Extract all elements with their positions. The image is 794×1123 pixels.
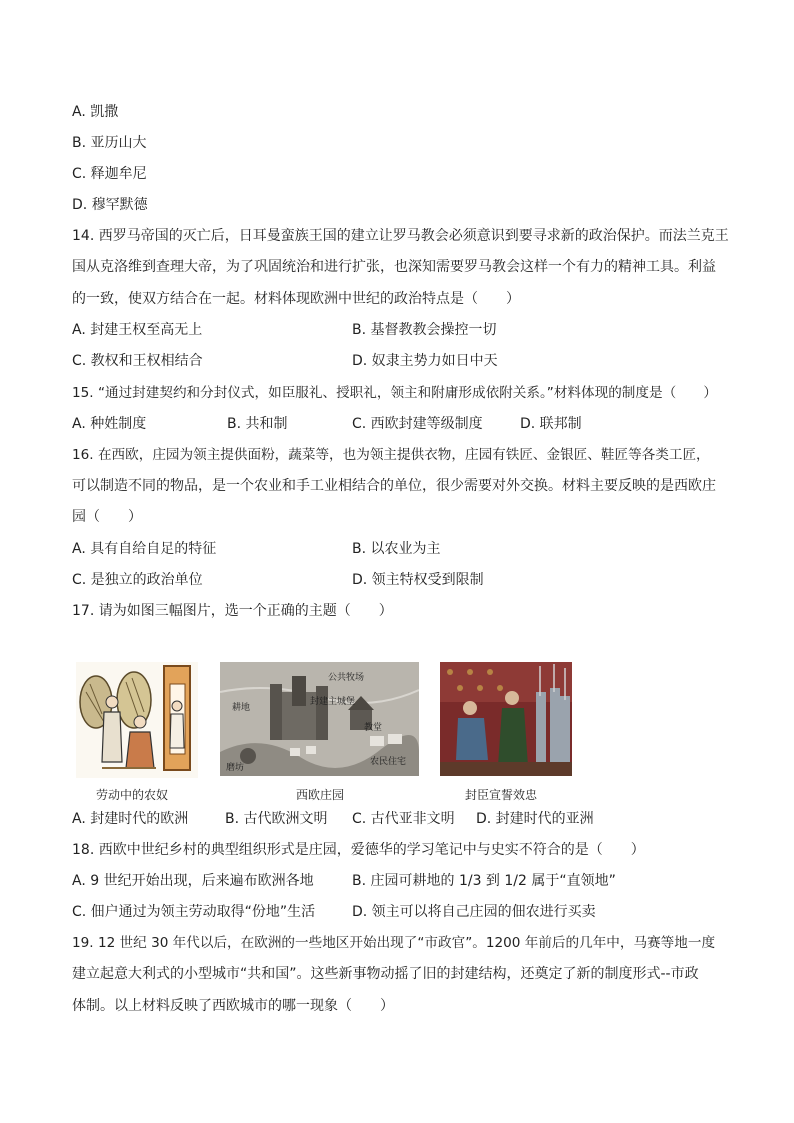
- q16-stem-line-2: 可以制造不同的物品，是一个农业和手工业相结合的单位，很少需要对外交换。材料主要反映的是西欧庄: [72, 478, 716, 494]
- q16-option-c[interactable]: C. 是独立的政治单位: [72, 572, 203, 588]
- q14-option-b[interactable]: B. 基督教教会操控一切: [352, 322, 497, 338]
- q18-option-b[interactable]: B. 庄园可耕地的 1/3 到 1/2 属于“直领地”: [352, 873, 616, 889]
- western-europe-manor-map: [220, 662, 419, 776]
- map-label-public-pasture: 公共牧场: [328, 673, 365, 683]
- q15-option-d[interactable]: D. 联邦制: [520, 416, 582, 432]
- q18-option-c[interactable]: C. 佃户通过为领主劳动取得“份地”生活: [72, 904, 316, 920]
- q18-option-d[interactable]: D. 领主可以将自己庄园的佃农进行买卖: [352, 904, 596, 920]
- q14-stem-line-2: 国从克洛维到查理大帝，为了巩固统治和进行扩张，也深知需要罗马教会这样一个有力的精神工具。利益: [72, 259, 716, 275]
- q19-stem-line-1: 19. 12 世纪 30 年代以后，在欧洲的一些地区开始出现了“市政官”。1200 年前后的几年中，马赛等地一度: [72, 935, 716, 951]
- q17-option-c[interactable]: C. 古代亚非文明: [352, 811, 455, 827]
- q17-option-a[interactable]: A. 封建时代的欧洲: [72, 811, 189, 827]
- caption-manor: 西欧庄园: [296, 788, 345, 802]
- q16-option-d[interactable]: D. 领主特权受到限制: [352, 572, 484, 588]
- q13-option-a[interactable]: A. 凯撒: [72, 104, 119, 120]
- map-label-farmland: 耕地: [232, 703, 251, 713]
- q13-option-d[interactable]: D. 穆罕默德: [72, 197, 148, 213]
- q17-option-b[interactable]: B. 古代欧洲文明: [225, 811, 328, 827]
- q17-stem: 17. 请为如图三幅图片，选一个正确的主题（ ）: [72, 603, 393, 619]
- q14-option-d[interactable]: D. 奴隶主势力如日中天: [352, 353, 498, 369]
- q16-stem-line-3: 园（ ）: [72, 509, 142, 525]
- q16-stem-line-1: 16. 在西欧，庄园为领主提供面粉，蔬菜等，也为领主提供衣物，庄园有铁匠、金银匠、鞋匠等各类工匠，: [72, 447, 710, 463]
- map-label-castle: 封建主城堡: [310, 697, 356, 707]
- q16-option-b[interactable]: B. 以农业为主: [352, 541, 441, 557]
- q14-stem-line-1: 14. 西罗马帝国的灭亡后，日耳曼蛮族王国的建立让罗马教会必须意识到要寻求新的政治保护。而法兰克王: [72, 228, 729, 244]
- q18-stem: 18. 西欧中世纪乡村的典型组织形式是庄园，爱德华的学习笔记中与史实不符合的是（ ）: [72, 842, 645, 858]
- q15-option-a[interactable]: A. 种姓制度: [72, 416, 147, 432]
- q15-stem: 15. “通过封建契约和分封仪式，如臣服礼、授职礼，领主和附庸形成依附关系。”材料体现的制度是（ ）: [72, 385, 717, 401]
- q14-option-a[interactable]: A. 封建王权至高无上: [72, 322, 203, 338]
- map-label-church: 教堂: [364, 723, 383, 733]
- q14-option-c[interactable]: C. 教权和王权相结合: [72, 353, 203, 369]
- serfs-at-work-image: [76, 662, 198, 778]
- q13-option-b[interactable]: B. 亚历山大: [72, 135, 147, 151]
- caption-vassal-oath: 封臣宣誓效忠: [465, 788, 538, 802]
- map-label-mill: 磨坊: [226, 763, 245, 773]
- map-label-peasant-houses: 农民住宅: [370, 757, 407, 767]
- q15-option-c[interactable]: C. 西欧封建等级制度: [352, 416, 483, 432]
- q19-stem-line-3: 体制。以上材料反映了西欧城市的哪一现象（ ）: [72, 998, 394, 1014]
- q13-option-c[interactable]: C. 释迦牟尼: [72, 166, 147, 182]
- q14-stem-line-3: 的一致，使双方结合在一起。材料体现欧洲中世纪的政治特点是（ ）: [72, 291, 520, 307]
- q19-stem-line-2: 建立起意大利式的小型城市“共和国”。这些新事物动摇了旧的封建结构，还奠定了新的制度形式--市政: [72, 966, 699, 982]
- q18-option-a[interactable]: A. 9 世纪开始出现，后来遍布欧洲各地: [72, 873, 314, 889]
- q15-option-b[interactable]: B. 共和制: [227, 416, 288, 432]
- q17-option-d[interactable]: D. 封建时代的亚洲: [476, 811, 594, 827]
- caption-serfs: 劳动中的农奴: [96, 788, 169, 802]
- q16-option-a[interactable]: A. 具有自给自足的特征: [72, 541, 217, 557]
- vassal-oath-image: [440, 662, 572, 776]
